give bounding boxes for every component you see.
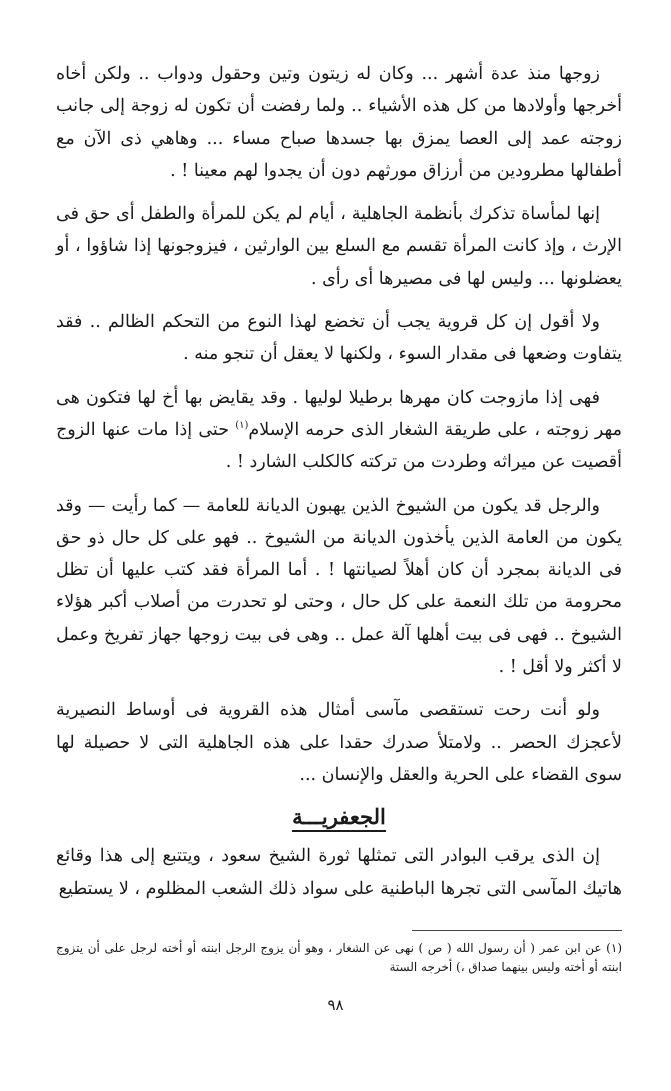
paragraph-1: زوجها منذ عدة أشهر ... وكان له زيتون وتين وحقول ودواب .. ولكن أخاه أخرجها وأولادها من كل هذه الأشياء .. ولما رفضت أن تكون له زوجة إلى جانب زوجته عمد إلى العصا يمزق بها جسدها صباح مساء ... وهاهي ذى الآن مع أطفالها مطرودين من أرزاق مورثهم دون أن يجدوا لهم معينا ! . [56,64,622,181]
section-heading [56,802,622,832]
paragraph-6: ولو أنت رحت تستقصى مآسى أمثال هذه القروية فى أوساط النصيرية لأعجزك الحصر .. ولامتلأ صدرك حقدا على هذه الجاهلية التى لا حصيلة لها سوى القضاء على الحرية والعقل والإنسان ... [56,700,622,785]
paragraph-5: والرجل قد يكون من الشيوخ الذين يهبون الديانة للعامة — كما رأيت — وقد يكون من العامة الذين يأخذون الديانة من الشيوخ .. فهو على كل حال ذو حق فى الديانة بمجرد أن كان أهلاً لصيانتها ! . أما المرأة فقد كتب عليها أن تظل محرومة من تلك النعمة على كل حال ، وحتى لو تحدرت من أصلاب أكبر هؤلاء الشيوخ .. فهى فى بيت أهلها آلة عمل .. وهى فى بيت زوجها جهاز تفريخ وعمل لا أكثر ولا أقل ! . [56,495,622,678]
section-heading-text: الجعفريـــة [292,804,386,832]
paragraph-4-text: فهى إذا مازوجت كان مهرها برطيلا لوليها . وقد يقايض بها أخ لها فتكون هى مهر زوجته ، على طريقة الشغار الذى حرمه الإسلام [56,387,622,440]
footnote-divider [412,930,622,931]
paragraph-2: إنها لمأساة تذكرك بأنظمة الجاهلية ، أيام لم يكن للمرأة والطفل أى حق فى الإرث ، وإذ كانت المرأة تقسم مع السلع بين الوارثين ، فيزوجونها إذا شاؤوا ، أو يعضلونها ... وليس لها فى مصيرها أى رأى . [56,204,622,289]
footnote: (١) عن ابن عمر ( أن رسول الله ( ص ) نهى عن الشغار ، وهو أن يزوج الرجل ابنته أو أخته لرجل على أن يتزوج ابنته أو أخته وليس بينهما صداق ،) أخرجه الستة [56,941,623,974]
paragraph-4-tail: حتى إذا مات عنها الزوج أقصيت عن ميراثه وطردت من تركته كالكلب الشارد ! . [56,419,622,473]
paragraph-4 [56,382,622,479]
page-number: ٩٨ [327,996,344,1014]
paragraph-3: ولا أقول إن كل قروية يجب أن تخضع لهذا النوع من التحكم الظالم .. فقد يتفاوت وضعها فى مقدار السوء ، ولكنها لا يعقل أن تنجو منه . [56,312,622,365]
page-body [56,58,622,916]
footnote-reference: (١) [235,420,249,432]
paragraph-7: إن الذى يرقب البوادر التى تمثلها ثورة الشيخ سعود ، ويتتبع إلى هذا وقائع هاتيك المآسى التى تجرها الباطنية على سواد ذلك الشعب المظلوم ، لا يستطيع [56,846,622,899]
